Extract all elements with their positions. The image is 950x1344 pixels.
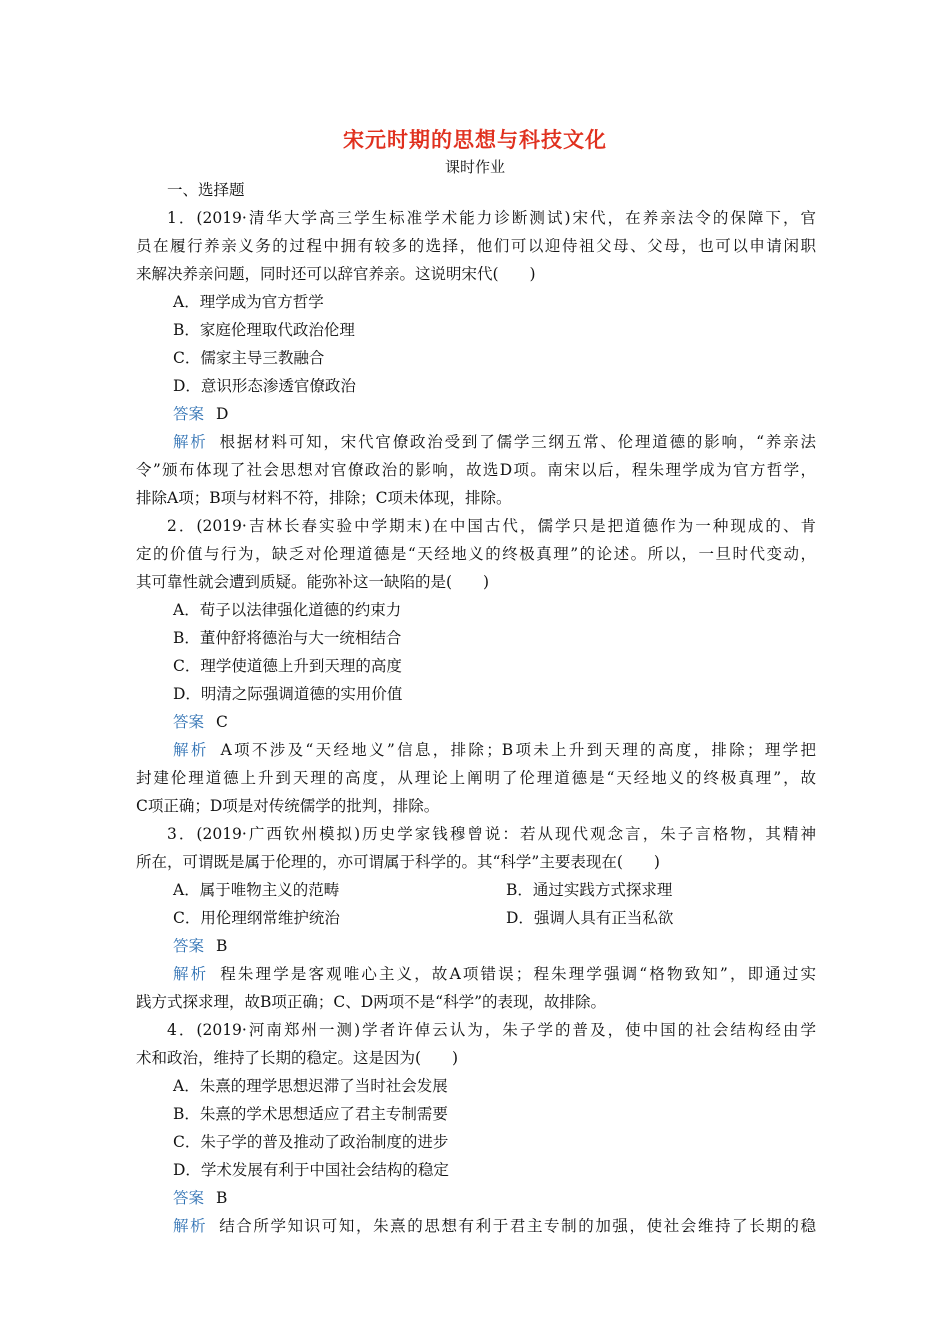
question-3-options-row-2 bbox=[136, 904, 816, 932]
question-1-text: 来解决养亲问题，同时还可以辞官养亲。这说明宋代( ) bbox=[136, 265, 536, 283]
question-3-options-row-1 bbox=[136, 876, 816, 904]
question-2-option-b: B．董仲舒将德治与大一统相结合 bbox=[173, 629, 402, 647]
section-heading: 一、选择题 bbox=[167, 181, 245, 199]
page-subtitle: 课时作业 bbox=[444, 158, 505, 176]
analysis-text: 结合所学知识可知，朱熹的思想有利于君主专制的加强，使社会维持了长期的稳 bbox=[219, 1217, 816, 1235]
question-4-option-c: C．朱子学的普及推动了政治制度的进步 bbox=[173, 1133, 449, 1151]
question-3-option-c: C．用伦理纲常维护统治 bbox=[173, 909, 340, 927]
question-1-text: 员在履行养亲义务的过程中拥有较多的选择，他们可以迎侍祖父母、父母，也可以申请闲职 bbox=[136, 237, 816, 255]
question-2-analysis: C项正确；D项是对传统儒学的批判，排除。 bbox=[136, 797, 440, 815]
question-1-option-b: B．家庭伦理取代政治伦理 bbox=[173, 321, 355, 339]
question-4-answer bbox=[136, 1184, 816, 1212]
question-1-option-c: C．儒家主导三教融合 bbox=[173, 349, 325, 367]
answer-value: C bbox=[216, 713, 228, 731]
analysis-text: 根据材料可知，宋代官僚政治受到了儒学三纲五常、伦理道德的影响，“养亲法 bbox=[219, 433, 816, 451]
question-1-analysis bbox=[136, 428, 816, 456]
question-3-option-a: A．属于唯物主义的范畴 bbox=[173, 881, 340, 899]
answer-value: D bbox=[216, 405, 229, 423]
question-3-analysis: 践方式探求理，故B项正确；C、D两项不是“科学”的表现，故排除。 bbox=[136, 993, 607, 1011]
question-4-text: 4．(2019·河南郑州一测)学者许倬云认为，朱子学的普及，使中国的社会结构经由学 bbox=[167, 1021, 816, 1039]
answer-label: 答案 bbox=[173, 1189, 205, 1207]
question-1-option-a: A．理学成为官方哲学 bbox=[173, 293, 324, 311]
question-1-analysis: 令”颁布体现了社会思想对官僚政治的影响，故选D项。南宋以后，程朱理学成为官方哲学， bbox=[136, 461, 816, 479]
analysis-text: A项不涉及“天经地义”信息，排除；B项未上升到天理的高度，排除；理学把 bbox=[220, 741, 816, 759]
analysis-text: 程朱理学是客观唯心主义，故A项错误；程朱理学强调“格物致知”，即通过实 bbox=[220, 965, 816, 983]
question-3-analysis bbox=[136, 960, 816, 988]
question-list bbox=[136, 176, 816, 1240]
question-3-text: 所在，可谓既是属于伦理的，亦可谓属于科学的。其“科学”主要表现在( ) bbox=[136, 853, 660, 871]
question-2-text: 定的价值与行为，缺乏对伦理道德是“天经地义的终极真理”的论述。所以，一旦时代变动， bbox=[136, 545, 816, 563]
answer-label: 答案 bbox=[173, 405, 205, 423]
question-2-option-d: D．明清之际强调道德的实用价值 bbox=[173, 685, 403, 703]
question-2-analysis bbox=[136, 736, 816, 764]
question-1-option-d: D．意识形态渗透官僚政治 bbox=[173, 377, 356, 395]
question-1-analysis: 排除A项；B项与材料不符，排除；C项未体现，排除。 bbox=[136, 489, 512, 507]
analysis-label: 解析 bbox=[173, 965, 209, 983]
question-1-answer bbox=[136, 400, 816, 428]
question-4-option-a: A．朱熹的理学思想迟滞了当时社会发展 bbox=[173, 1077, 448, 1095]
question-1-text: 1．(2019·清华大学高三学生标准学术能力诊断测试)宋代，在养亲法令的保障下，官 bbox=[167, 209, 816, 227]
question-4-text: 术和政治，维持了长期的稳定。这是因为( ) bbox=[136, 1049, 459, 1067]
question-2-text: 2．(2019·吉林长春实验中学期末)在中国古代，儒学只是把道德作为一种现成的、肯 bbox=[167, 517, 816, 535]
question-4-option-d: D．学术发展有利于中国社会结构的稳定 bbox=[173, 1161, 449, 1179]
question-2-option-a: A．荀子以法律强化道德的约束力 bbox=[173, 601, 402, 619]
answer-value: B bbox=[216, 1189, 228, 1207]
answer-value: B bbox=[216, 937, 228, 955]
question-4-analysis bbox=[136, 1212, 816, 1240]
question-2-text: 其可靠性就会遭到质疑。能弥补这一缺陷的是( ) bbox=[136, 573, 490, 591]
question-2-answer bbox=[136, 708, 816, 736]
analysis-label: 解析 bbox=[173, 741, 209, 759]
page-title: 宋元时期的思想与科技文化 bbox=[343, 127, 607, 152]
question-4-option-b: B．朱熹的学术思想适应了君主专制需要 bbox=[173, 1105, 448, 1123]
question-3-answer bbox=[136, 932, 816, 960]
answer-label: 答案 bbox=[173, 713, 205, 731]
question-3-option-d: D．强调人具有正当私欲 bbox=[506, 909, 674, 927]
question-2-analysis: 封建伦理道德上升到天理的高度，从理论上阐明了伦理道德是“天经地义的终极真理”，故 bbox=[136, 769, 816, 787]
answer-label: 答案 bbox=[173, 937, 205, 955]
analysis-label: 解析 bbox=[173, 1217, 208, 1235]
question-3-text: 3．(2019·广西钦州模拟)历史学家钱穆曾说：若从现代观念言，朱子言格物，其精神 bbox=[167, 825, 816, 843]
analysis-label: 解析 bbox=[173, 433, 208, 451]
question-3-option-b: B．通过实践方式探求理 bbox=[506, 881, 673, 899]
question-2-option-c: C．理学使道德上升到天理的高度 bbox=[173, 657, 402, 675]
